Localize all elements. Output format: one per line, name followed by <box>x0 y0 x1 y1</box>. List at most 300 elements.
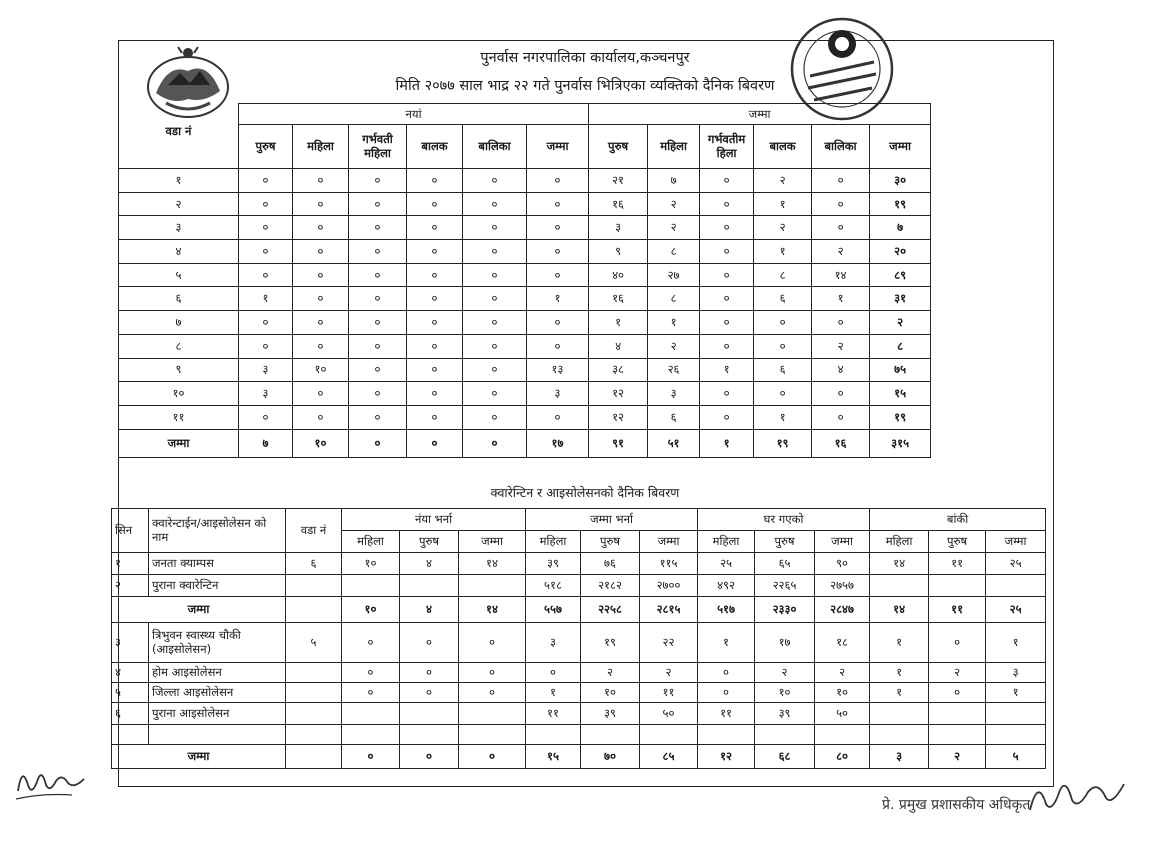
facility-value: १० <box>815 683 870 703</box>
sum-value: २५ <box>986 597 1046 623</box>
new-value: ० <box>239 405 293 429</box>
facility-value: ० <box>400 663 459 683</box>
new-col-header: पुरुष <box>239 125 293 169</box>
facility-value: १४ <box>459 553 526 575</box>
facility-ward <box>286 683 342 703</box>
group-new-admission: नंया भर्ना <box>342 509 526 531</box>
facility-value: ११ <box>526 703 581 725</box>
designation-label <box>882 795 1030 814</box>
new-value: ० <box>527 169 589 193</box>
sum-new-value: ० <box>407 429 463 457</box>
total-value: ७ <box>870 216 931 240</box>
new-value: ० <box>463 192 527 216</box>
report-subtitle: मिति २०७७ साल भाद्र २२ गते पुनर्वास भित्रिएका व्यक्तिको दैनिक बिवरण <box>395 78 775 94</box>
sum-new-value: ० <box>349 429 407 457</box>
total-value: २ <box>648 216 700 240</box>
new-value: ० <box>349 334 407 358</box>
quarantine-isolation-table <box>111 508 1046 769</box>
sub-col-header: जम्मा <box>459 531 526 553</box>
sum-value: १४ <box>459 597 526 623</box>
new-value: ० <box>463 358 527 382</box>
facility-name: पुराना क्वारेन्टिन <box>149 575 286 597</box>
total-col-header: जम्मा <box>870 125 931 169</box>
ward-header-2: वडा नं <box>286 509 342 553</box>
facility-value: ० <box>342 683 400 703</box>
ward-row <box>119 334 931 358</box>
new-group-header: नयां <box>239 104 589 125</box>
new-value: ० <box>293 287 349 311</box>
total-value: २ <box>812 334 870 358</box>
sub-col-header: पुरुष <box>755 531 815 553</box>
sub-col-header: जम्मा <box>640 531 698 553</box>
ward-number: ५ <box>119 263 239 287</box>
facility-value <box>400 725 459 745</box>
new-value: ० <box>293 169 349 193</box>
blank-cell <box>286 745 342 769</box>
new-value: ० <box>407 311 463 335</box>
new-col-header: बालक <box>407 125 463 169</box>
ward-row <box>119 192 931 216</box>
facility-row <box>112 575 1046 597</box>
new-value: ० <box>407 263 463 287</box>
total-value: ३ <box>648 382 700 406</box>
sum-new-value: १७ <box>527 429 589 457</box>
sub-col-header: महिला <box>870 531 929 553</box>
facility-value: २१८२ <box>581 575 640 597</box>
total-value: ८ <box>648 287 700 311</box>
facility-value: १० <box>581 683 640 703</box>
new-value: १० <box>293 358 349 382</box>
facility-value: १९ <box>581 623 640 663</box>
total-value: १५ <box>870 382 931 406</box>
new-value: ० <box>407 405 463 429</box>
facility-value <box>342 703 400 725</box>
new-value: ० <box>527 192 589 216</box>
total-value: १ <box>754 240 812 264</box>
sum-value: ५ <box>986 745 1046 769</box>
total-value: ० <box>700 382 754 406</box>
total-value: ० <box>700 169 754 193</box>
total-value: २ <box>648 192 700 216</box>
facility-value: २२ <box>640 623 698 663</box>
total-value: ८९ <box>870 263 931 287</box>
daily-arrivals-table <box>118 103 931 458</box>
facility-value: १७ <box>755 623 815 663</box>
total-value: ० <box>812 169 870 193</box>
sum-value: ४ <box>400 597 459 623</box>
facility-value: १ <box>986 683 1046 703</box>
new-value: ० <box>239 216 293 240</box>
new-value: ० <box>239 240 293 264</box>
total-col-header: पुरुष <box>589 125 648 169</box>
sum-value: ७० <box>581 745 640 769</box>
total-value: ४० <box>589 263 648 287</box>
facility-value <box>640 725 698 745</box>
facility-value: २ <box>929 663 986 683</box>
facility-ward <box>286 725 342 745</box>
facility-value <box>400 575 459 597</box>
total-value: ० <box>700 192 754 216</box>
new-value: ० <box>349 169 407 193</box>
facility-ward <box>286 663 342 683</box>
total-value: ४ <box>812 358 870 382</box>
new-value: ० <box>293 216 349 240</box>
facility-value: २ <box>755 663 815 683</box>
facility-value: ० <box>929 683 986 703</box>
total-value: ७५ <box>870 358 931 382</box>
total-value: २ <box>754 216 812 240</box>
new-value: ० <box>407 240 463 264</box>
facility-value: २७०० <box>640 575 698 597</box>
ward-number: ६ <box>119 287 239 311</box>
total-value: १६ <box>589 192 648 216</box>
total-value: ० <box>754 311 812 335</box>
facility-value: ० <box>342 663 400 683</box>
facility-value: ४९२ <box>698 575 755 597</box>
facility-value: ० <box>526 663 581 683</box>
new-value: ० <box>349 216 407 240</box>
new-value: ० <box>407 192 463 216</box>
facility-sum-row <box>112 745 1046 769</box>
total-value: १२ <box>589 405 648 429</box>
new-value: ० <box>349 358 407 382</box>
ward-number: १ <box>119 169 239 193</box>
facility-value: २७५७ <box>815 575 870 597</box>
total-value: १६ <box>589 287 648 311</box>
facility-value: १ <box>870 623 929 663</box>
sum-value: ५१७ <box>698 597 755 623</box>
facility-value <box>815 725 870 745</box>
total-value: ० <box>754 382 812 406</box>
total-value: १ <box>648 311 700 335</box>
sum-value: ८५ <box>640 745 698 769</box>
facility-name: पुराना आइसोलेसन <box>149 703 286 725</box>
total-value: १ <box>700 358 754 382</box>
ward-header: वडा नं <box>119 104 239 169</box>
ward-row <box>119 382 931 406</box>
total-value: ३० <box>870 169 931 193</box>
group-total-admission: जम्मा भर्ना <box>526 509 698 531</box>
facility-value: ३ <box>986 663 1046 683</box>
facility-row <box>112 623 1046 663</box>
facility-value: ३९ <box>526 553 581 575</box>
sum-value: २८४७ <box>815 597 870 623</box>
facility-value <box>929 575 986 597</box>
facility-value: १८ <box>815 623 870 663</box>
new-value: ० <box>407 382 463 406</box>
ward-row <box>119 240 931 264</box>
new-value: ० <box>349 311 407 335</box>
facility-ward <box>286 575 342 597</box>
total-value: २ <box>648 334 700 358</box>
total-value: १९ <box>870 192 931 216</box>
new-value: ० <box>527 240 589 264</box>
new-value: ० <box>293 334 349 358</box>
new-value: ० <box>239 169 293 193</box>
row-serial: ५ <box>112 683 149 703</box>
total-value: ० <box>754 334 812 358</box>
ward-number: ४ <box>119 240 239 264</box>
ward-row <box>119 216 931 240</box>
total-value: ० <box>700 311 754 335</box>
facility-value <box>870 703 929 725</box>
ward-sum-row <box>119 429 931 457</box>
new-value: ० <box>349 240 407 264</box>
facility-value: ११५ <box>640 553 698 575</box>
new-col-header: गर्भवती महिला <box>349 125 407 169</box>
sub-col-header: पुरुष <box>581 531 640 553</box>
sum-value: २ <box>929 745 986 769</box>
new-value: ० <box>349 405 407 429</box>
new-value: १३ <box>527 358 589 382</box>
total-value: ० <box>812 192 870 216</box>
row-serial: २ <box>112 575 149 597</box>
sum-new-value: १० <box>293 429 349 457</box>
facility-value: ० <box>400 623 459 663</box>
facility-value: ११ <box>929 553 986 575</box>
sum-value: ८० <box>815 745 870 769</box>
new-value: ० <box>293 192 349 216</box>
facility-value: ० <box>400 683 459 703</box>
new-value: ० <box>407 334 463 358</box>
new-value: ० <box>407 358 463 382</box>
sum-value: १० <box>342 597 400 623</box>
facility-name: होम आइसोलेसन <box>149 663 286 683</box>
total-value: ६ <box>648 405 700 429</box>
designation-title: प्रमुख प्रशासकीय अधिकृत <box>898 797 1031 813</box>
total-value: ० <box>700 263 754 287</box>
sum-value: ० <box>342 745 400 769</box>
total-value: २ <box>754 169 812 193</box>
sum-label: जम्मा <box>119 429 239 457</box>
ward-row <box>119 287 931 311</box>
new-value: ० <box>463 382 527 406</box>
facility-value <box>581 725 640 745</box>
total-group-header: जम्मा <box>589 104 931 125</box>
total-value: २१ <box>589 169 648 193</box>
facility-value: २ <box>640 663 698 683</box>
total-value: १ <box>589 311 648 335</box>
facility-value: ० <box>459 663 526 683</box>
new-value: ० <box>463 287 527 311</box>
sub-col-header: महिला <box>342 531 400 553</box>
new-value: ० <box>463 216 527 240</box>
total-value: ० <box>812 311 870 335</box>
total-value: १ <box>754 192 812 216</box>
total-value: ३८ <box>589 358 648 382</box>
sum-new-value: ७ <box>239 429 293 457</box>
new-value: ० <box>407 216 463 240</box>
facility-sum-row <box>112 597 1046 623</box>
facility-value <box>526 725 581 745</box>
facility-name: त्रिभुवन स्वास्थ्य चौकी (आइसोलेसन) <box>149 623 286 663</box>
new-value: ० <box>349 382 407 406</box>
facility-value: ० <box>698 683 755 703</box>
new-value: ० <box>239 311 293 335</box>
facility-row <box>112 703 1046 725</box>
new-value: ० <box>349 192 407 216</box>
sum-total-value: १९ <box>754 429 812 457</box>
new-value: १ <box>239 287 293 311</box>
new-value: ० <box>407 169 463 193</box>
new-value: ० <box>463 405 527 429</box>
facility-value <box>342 575 400 597</box>
sub-col-header: जम्मा <box>986 531 1046 553</box>
total-value: १२ <box>589 382 648 406</box>
facility-value: २ <box>815 663 870 683</box>
sum-label: जम्मा <box>112 597 286 623</box>
new-value: ० <box>527 405 589 429</box>
facility-value: ० <box>459 683 526 703</box>
new-value: ० <box>463 311 527 335</box>
sum-value: १२ <box>698 745 755 769</box>
total-value: ३ <box>589 216 648 240</box>
facility-value: १ <box>870 683 929 703</box>
facility-value: ३९ <box>755 703 815 725</box>
total-value: ० <box>700 240 754 264</box>
sub-col-header: पुरुष <box>400 531 459 553</box>
facility-ward <box>286 703 342 725</box>
facility-value: २ <box>581 663 640 683</box>
total-value: ८ <box>754 263 812 287</box>
total-col-header: महिला <box>648 125 700 169</box>
total-value: ६ <box>754 358 812 382</box>
facility-value: १ <box>698 623 755 663</box>
sub-col-header: महिला <box>526 531 581 553</box>
new-value: ० <box>293 240 349 264</box>
new-value: ३ <box>239 358 293 382</box>
facility-value: ५० <box>640 703 698 725</box>
sn-header: सिन <box>112 509 149 553</box>
facility-value <box>459 725 526 745</box>
row-serial: ४ <box>112 663 149 683</box>
total-value: ७ <box>648 169 700 193</box>
sum-value: १४ <box>870 597 929 623</box>
name-header: क्वारेन्टाईन/आइसोलेसन को नाम <box>149 509 286 553</box>
designation-prefix: प्रे. <box>882 797 895 813</box>
facility-value: २५ <box>698 553 755 575</box>
facility-value: ५१८ <box>526 575 581 597</box>
row-serial: १ <box>112 553 149 575</box>
sum-value: २८१५ <box>640 597 698 623</box>
total-value: १४ <box>812 263 870 287</box>
new-value: ० <box>239 263 293 287</box>
facility-row <box>112 663 1046 683</box>
facility-value <box>459 703 526 725</box>
facility-value: ७६ <box>581 553 640 575</box>
facility-value: ० <box>342 623 400 663</box>
facility-value: १ <box>986 623 1046 663</box>
sum-value: ३ <box>870 745 929 769</box>
row-serial <box>112 725 149 745</box>
facility-value <box>459 575 526 597</box>
new-value: १ <box>527 287 589 311</box>
total-value: ४ <box>589 334 648 358</box>
facility-value: ० <box>929 623 986 663</box>
total-value: ० <box>700 216 754 240</box>
facility-row <box>112 553 1046 575</box>
sum-total-value: ३१५ <box>870 429 931 457</box>
group-remaining: बांकी <box>870 509 1046 531</box>
row-serial: ६ <box>112 703 149 725</box>
new-value: ० <box>293 382 349 406</box>
new-col-header: महिला <box>293 125 349 169</box>
total-value: ६ <box>754 287 812 311</box>
total-value: २६ <box>648 358 700 382</box>
facility-ward: ६ <box>286 553 342 575</box>
left-signature <box>12 755 92 805</box>
total-value: २७ <box>648 263 700 287</box>
new-value: ० <box>293 263 349 287</box>
new-value: ० <box>349 263 407 287</box>
new-value: ० <box>463 263 527 287</box>
facility-value <box>755 725 815 745</box>
office-title: पुनर्वास नगरपालिका कार्यालय,कञ्चनपुर <box>480 50 690 66</box>
group-gone-home: घर गएको <box>698 509 870 531</box>
facility-value: ० <box>698 663 755 683</box>
sum-total-value: ५१ <box>648 429 700 457</box>
total-value: ० <box>700 334 754 358</box>
total-value: ० <box>700 287 754 311</box>
sum-value: ६८ <box>755 745 815 769</box>
facility-value: ११ <box>698 703 755 725</box>
facility-value: १४ <box>870 553 929 575</box>
ward-number: ११ <box>119 405 239 429</box>
facility-value: २५ <box>986 553 1046 575</box>
new-value: ० <box>293 405 349 429</box>
sum-value: २३३० <box>755 597 815 623</box>
facility-name <box>149 725 286 745</box>
facility-value: ६५ <box>755 553 815 575</box>
new-value: ० <box>239 334 293 358</box>
new-value: ० <box>349 287 407 311</box>
facility-value: १० <box>342 553 400 575</box>
ward-number: ८ <box>119 334 239 358</box>
new-col-header: बालिका <box>463 125 527 169</box>
total-value: ० <box>812 382 870 406</box>
facility-value <box>986 725 1046 745</box>
new-value: ० <box>463 240 527 264</box>
ward-number: ७ <box>119 311 239 335</box>
total-col-header: बालिका <box>812 125 870 169</box>
right-signature <box>1020 770 1130 820</box>
facility-value <box>986 575 1046 597</box>
sub-col-header: जम्मा <box>815 531 870 553</box>
sum-value: १५ <box>526 745 581 769</box>
new-value: ० <box>527 311 589 335</box>
blank-cell <box>286 597 342 623</box>
new-value: ० <box>407 287 463 311</box>
facility-name: जनता क्याम्पस <box>149 553 286 575</box>
new-col-header: जम्मा <box>527 125 589 169</box>
facility-value: ५० <box>815 703 870 725</box>
facility-value <box>929 725 986 745</box>
sub-col-header: पुरुष <box>929 531 986 553</box>
ward-row <box>119 405 931 429</box>
facility-row <box>112 725 1046 745</box>
total-value: १ <box>812 287 870 311</box>
total-col-header: बालक <box>754 125 812 169</box>
sum-total-value: ९१ <box>589 429 648 457</box>
facility-name: जिल्ला आइसोलेसन <box>149 683 286 703</box>
sum-total-value: १ <box>700 429 754 457</box>
new-value: ० <box>239 192 293 216</box>
facility-value: ३ <box>526 623 581 663</box>
ward-row <box>119 263 931 287</box>
total-value: ० <box>812 216 870 240</box>
total-col-header: गर्भवतीम हिला <box>700 125 754 169</box>
total-value: ८ <box>870 334 931 358</box>
